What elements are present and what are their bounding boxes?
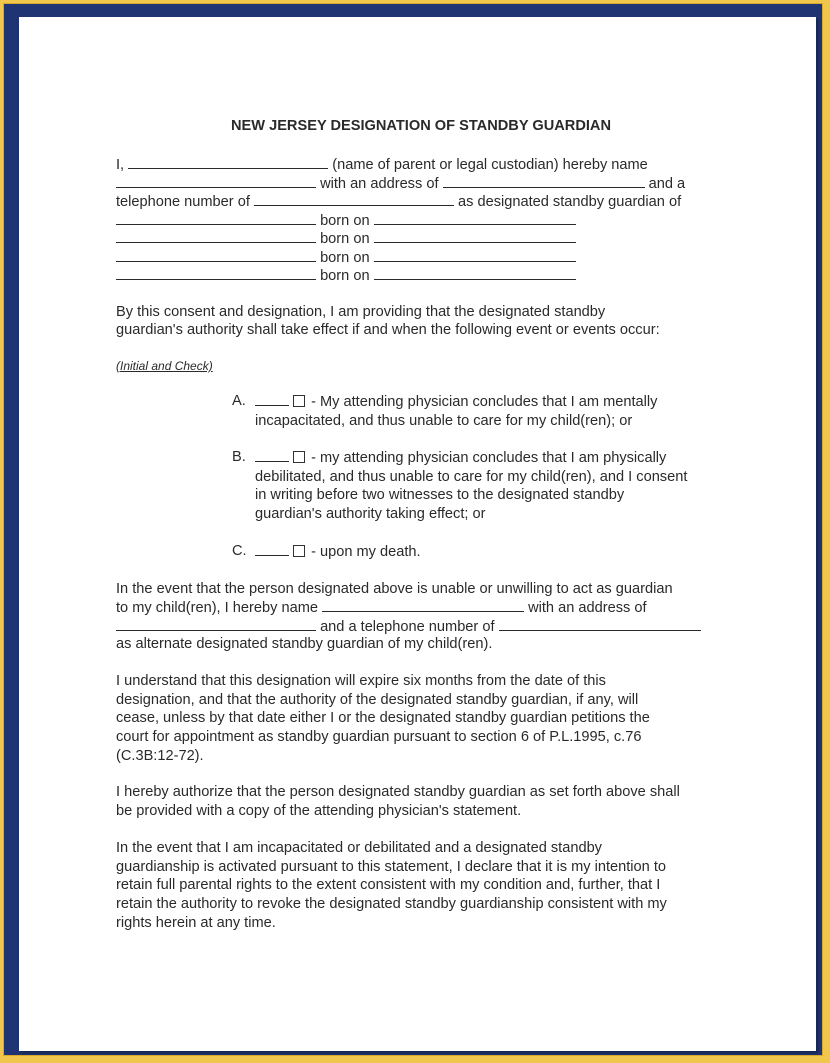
paragraph-line: court for appointment as standby guardian pursuant to section 6 of P.L.1995, c.76 (116, 729, 642, 746)
alternate-guardian-address-field[interactable] (116, 617, 316, 631)
page-title: NEW JERSEY DESIGNATION OF STANDBY GUARDIAN (230, 118, 611, 134)
born-on-label: born on (320, 250, 370, 266)
guardian-address-field[interactable] (443, 174, 645, 188)
option-a-checkbox[interactable] (293, 395, 305, 407)
option-a-letter: A. (232, 393, 246, 409)
option-b-checkbox[interactable] (293, 451, 305, 463)
born-on-label: born on (320, 231, 370, 247)
consent-paragraph-line-2: guardian's authority shall take effect if and when the following event or events occur: (116, 322, 660, 338)
option-c-initial-field[interactable] (255, 542, 289, 556)
paragraph-line: (C.3B:12-72). (116, 747, 204, 764)
paragraph-line: be provided with a copy of the attending physician's statement. (116, 802, 522, 819)
child-birthdate-field[interactable] (374, 229, 576, 243)
parental-rights-paragraph (116, 839, 726, 933)
intro-address-text: with an address of (320, 176, 439, 192)
intro-telephone-text: telephone number of (116, 194, 250, 210)
paragraph-line: retain the authority to revoke the designated standby guardianship consistent with my (116, 896, 667, 913)
child-name-field[interactable] (116, 229, 316, 243)
alternate-guardian-telephone-field[interactable] (499, 617, 701, 631)
alternate-name-text: to my child(ren), I hereby name (116, 600, 318, 616)
child-row-2 (116, 229, 576, 249)
child-birthdate-field[interactable] (374, 248, 576, 262)
option-c-checkbox[interactable] (293, 545, 305, 557)
option-c-letter: C. (232, 543, 247, 559)
option-b-text: - my attending physician concludes that I am physically (311, 450, 667, 466)
paragraph-line: In the event that I am incapacitated or debilitated and a designated standby (116, 840, 602, 856)
option-b-initial-field[interactable] (255, 448, 289, 462)
paragraph-line: retain full parental rights to the extent consistent with my condition and, further, that I (116, 877, 661, 894)
option-a-initial-field[interactable] (255, 392, 289, 406)
alternate-line-1: In the event that the person designated above is unable or unwilling to act as guardian (116, 581, 673, 597)
paragraph-line: rights herein at any time. (116, 914, 276, 931)
child-name-field[interactable] (116, 248, 316, 262)
intro-line-1 (116, 155, 648, 175)
authorization-paragraph (116, 783, 726, 820)
born-on-label: born on (320, 213, 370, 229)
guardian-telephone-field[interactable] (254, 192, 454, 206)
option-c (255, 542, 725, 562)
expiration-paragraph (116, 672, 726, 766)
child-birthdate-field[interactable] (374, 211, 576, 225)
paragraph-line: I hereby authorize that the person designated standby guardian as set forth above shall (116, 784, 680, 800)
consent-paragraph-line-1: By this consent and designation, I am providing that the designated standby (116, 304, 606, 320)
alternate-address-text: with an address of (528, 600, 647, 616)
born-on-label: born on (320, 268, 370, 284)
initial-and-check-label: (Initial and Check) (116, 359, 213, 373)
option-a-line: incapacitated, and thus unable to care for my child(ren); or (255, 412, 633, 429)
alternate-telephone-text: and a telephone number of (320, 619, 495, 635)
alternate-line-4: as alternate designated standby guardian of my child(ren). (116, 636, 493, 652)
page-frame (3, 3, 823, 1056)
paragraph-line: cease, unless by that date either I or the designated standby guardian petitions the (116, 710, 650, 727)
option-c-text: - upon my death. (311, 544, 421, 560)
document-page (19, 17, 816, 1051)
option-b-line: guardian's authority taking effect; or (255, 506, 486, 523)
paragraph-line: designation, and that the authority of the designated standby guardian, if any, will (116, 691, 639, 708)
guardian-name-field[interactable] (116, 174, 316, 188)
alternate-guardian-name-field[interactable] (322, 598, 524, 612)
intro-i-text: I, (116, 157, 125, 173)
paragraph-line: guardianship is activated pursuant to this statement, I declare that it is my intention to (116, 858, 666, 875)
option-b (255, 448, 725, 524)
option-a-text: - My attending physician concludes that I am mentally (311, 394, 658, 410)
intro-line-2 (116, 174, 685, 194)
parent-name-field[interactable] (128, 155, 328, 169)
option-b-line: in writing before two witnesses to the designated standby (255, 487, 625, 504)
intro-designated-text: as designated standby guardian of (458, 194, 682, 210)
intro-name-text: (name of parent or legal custodian) hereby name (332, 157, 648, 173)
option-b-line: debilitated, and thus unable to care for my child(ren), and I consent (255, 468, 688, 485)
child-row-1 (116, 211, 576, 231)
option-b-letter: B. (232, 449, 246, 465)
child-name-field[interactable] (116, 211, 316, 225)
paragraph-line: I understand that this designation will expire six months from the date of this (116, 673, 606, 689)
child-row-4 (116, 266, 576, 286)
child-row-3 (116, 248, 576, 268)
intro-and-a-text: and a (648, 176, 686, 192)
alternate-line-3 (116, 617, 701, 637)
child-name-field[interactable] (116, 266, 316, 280)
alternate-line-2 (116, 598, 647, 618)
intro-line-3 (116, 192, 681, 212)
child-birthdate-field[interactable] (374, 266, 576, 280)
option-a (255, 392, 725, 430)
